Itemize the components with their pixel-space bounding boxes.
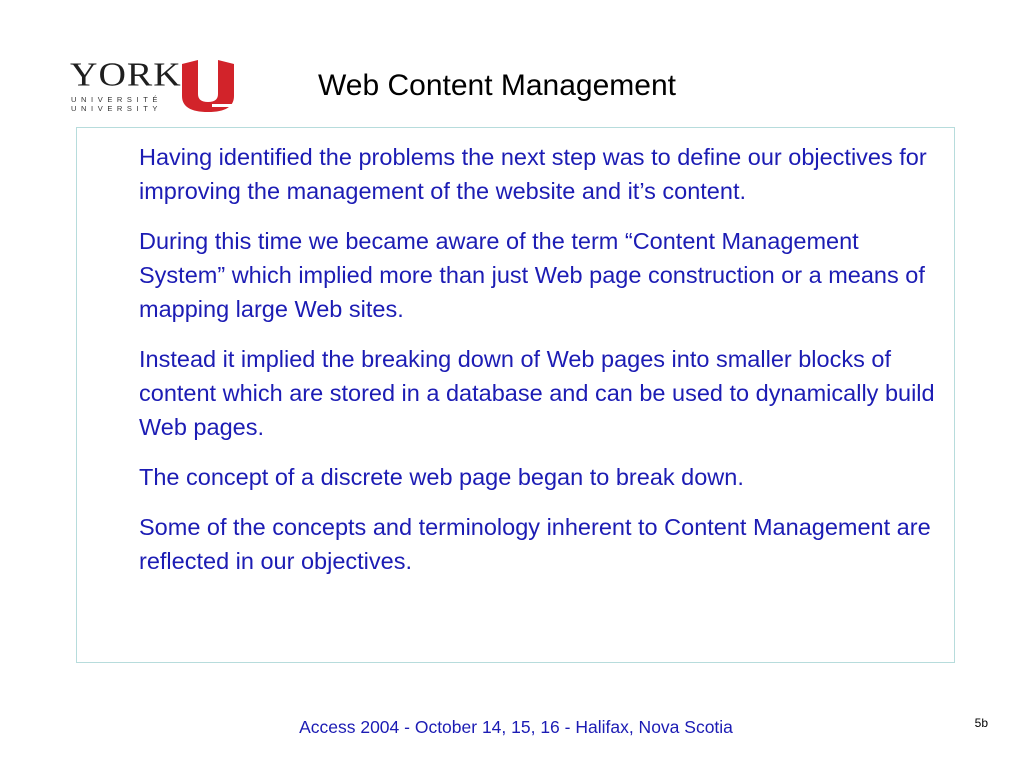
- logo-wordmark: YORK: [70, 56, 182, 94]
- content-box: [76, 127, 955, 663]
- page-number: 5b: [974, 716, 988, 730]
- paragraph: Some of the concepts and terminology inherent to Content Management are reflected in our objectives.: [139, 514, 931, 574]
- logo-line-university: UNIVERSITY: [71, 104, 163, 113]
- york-university-logo: [70, 58, 240, 114]
- paragraph: Instead it implied the breaking down of Web pages into smaller blocks of content which are stored in a database and can be used to dynamically build Web pages.: [139, 346, 935, 440]
- paragraph: Having identified the problems the next step was to define our objectives for improving the management of the website and it’s content.: [139, 144, 927, 204]
- slide-title: Web Content Management: [318, 69, 676, 102]
- paragraph: During this time we became aware of the term “Content Management System” which implied more than just Web page construction or a means of mapping large Web sites.: [139, 228, 925, 322]
- footer-text: Access 2004 - October 14, 15, 16 - Halifax, Nova Scotia: [299, 717, 733, 737]
- york-u-logo-icon: [178, 58, 238, 114]
- paragraph: The concept of a discrete web page began to break down.: [139, 464, 744, 490]
- footer: [0, 715, 1024, 739]
- paragraph-list: [139, 140, 949, 594]
- logo-line-universite: UNIVERSITÉ: [71, 95, 163, 104]
